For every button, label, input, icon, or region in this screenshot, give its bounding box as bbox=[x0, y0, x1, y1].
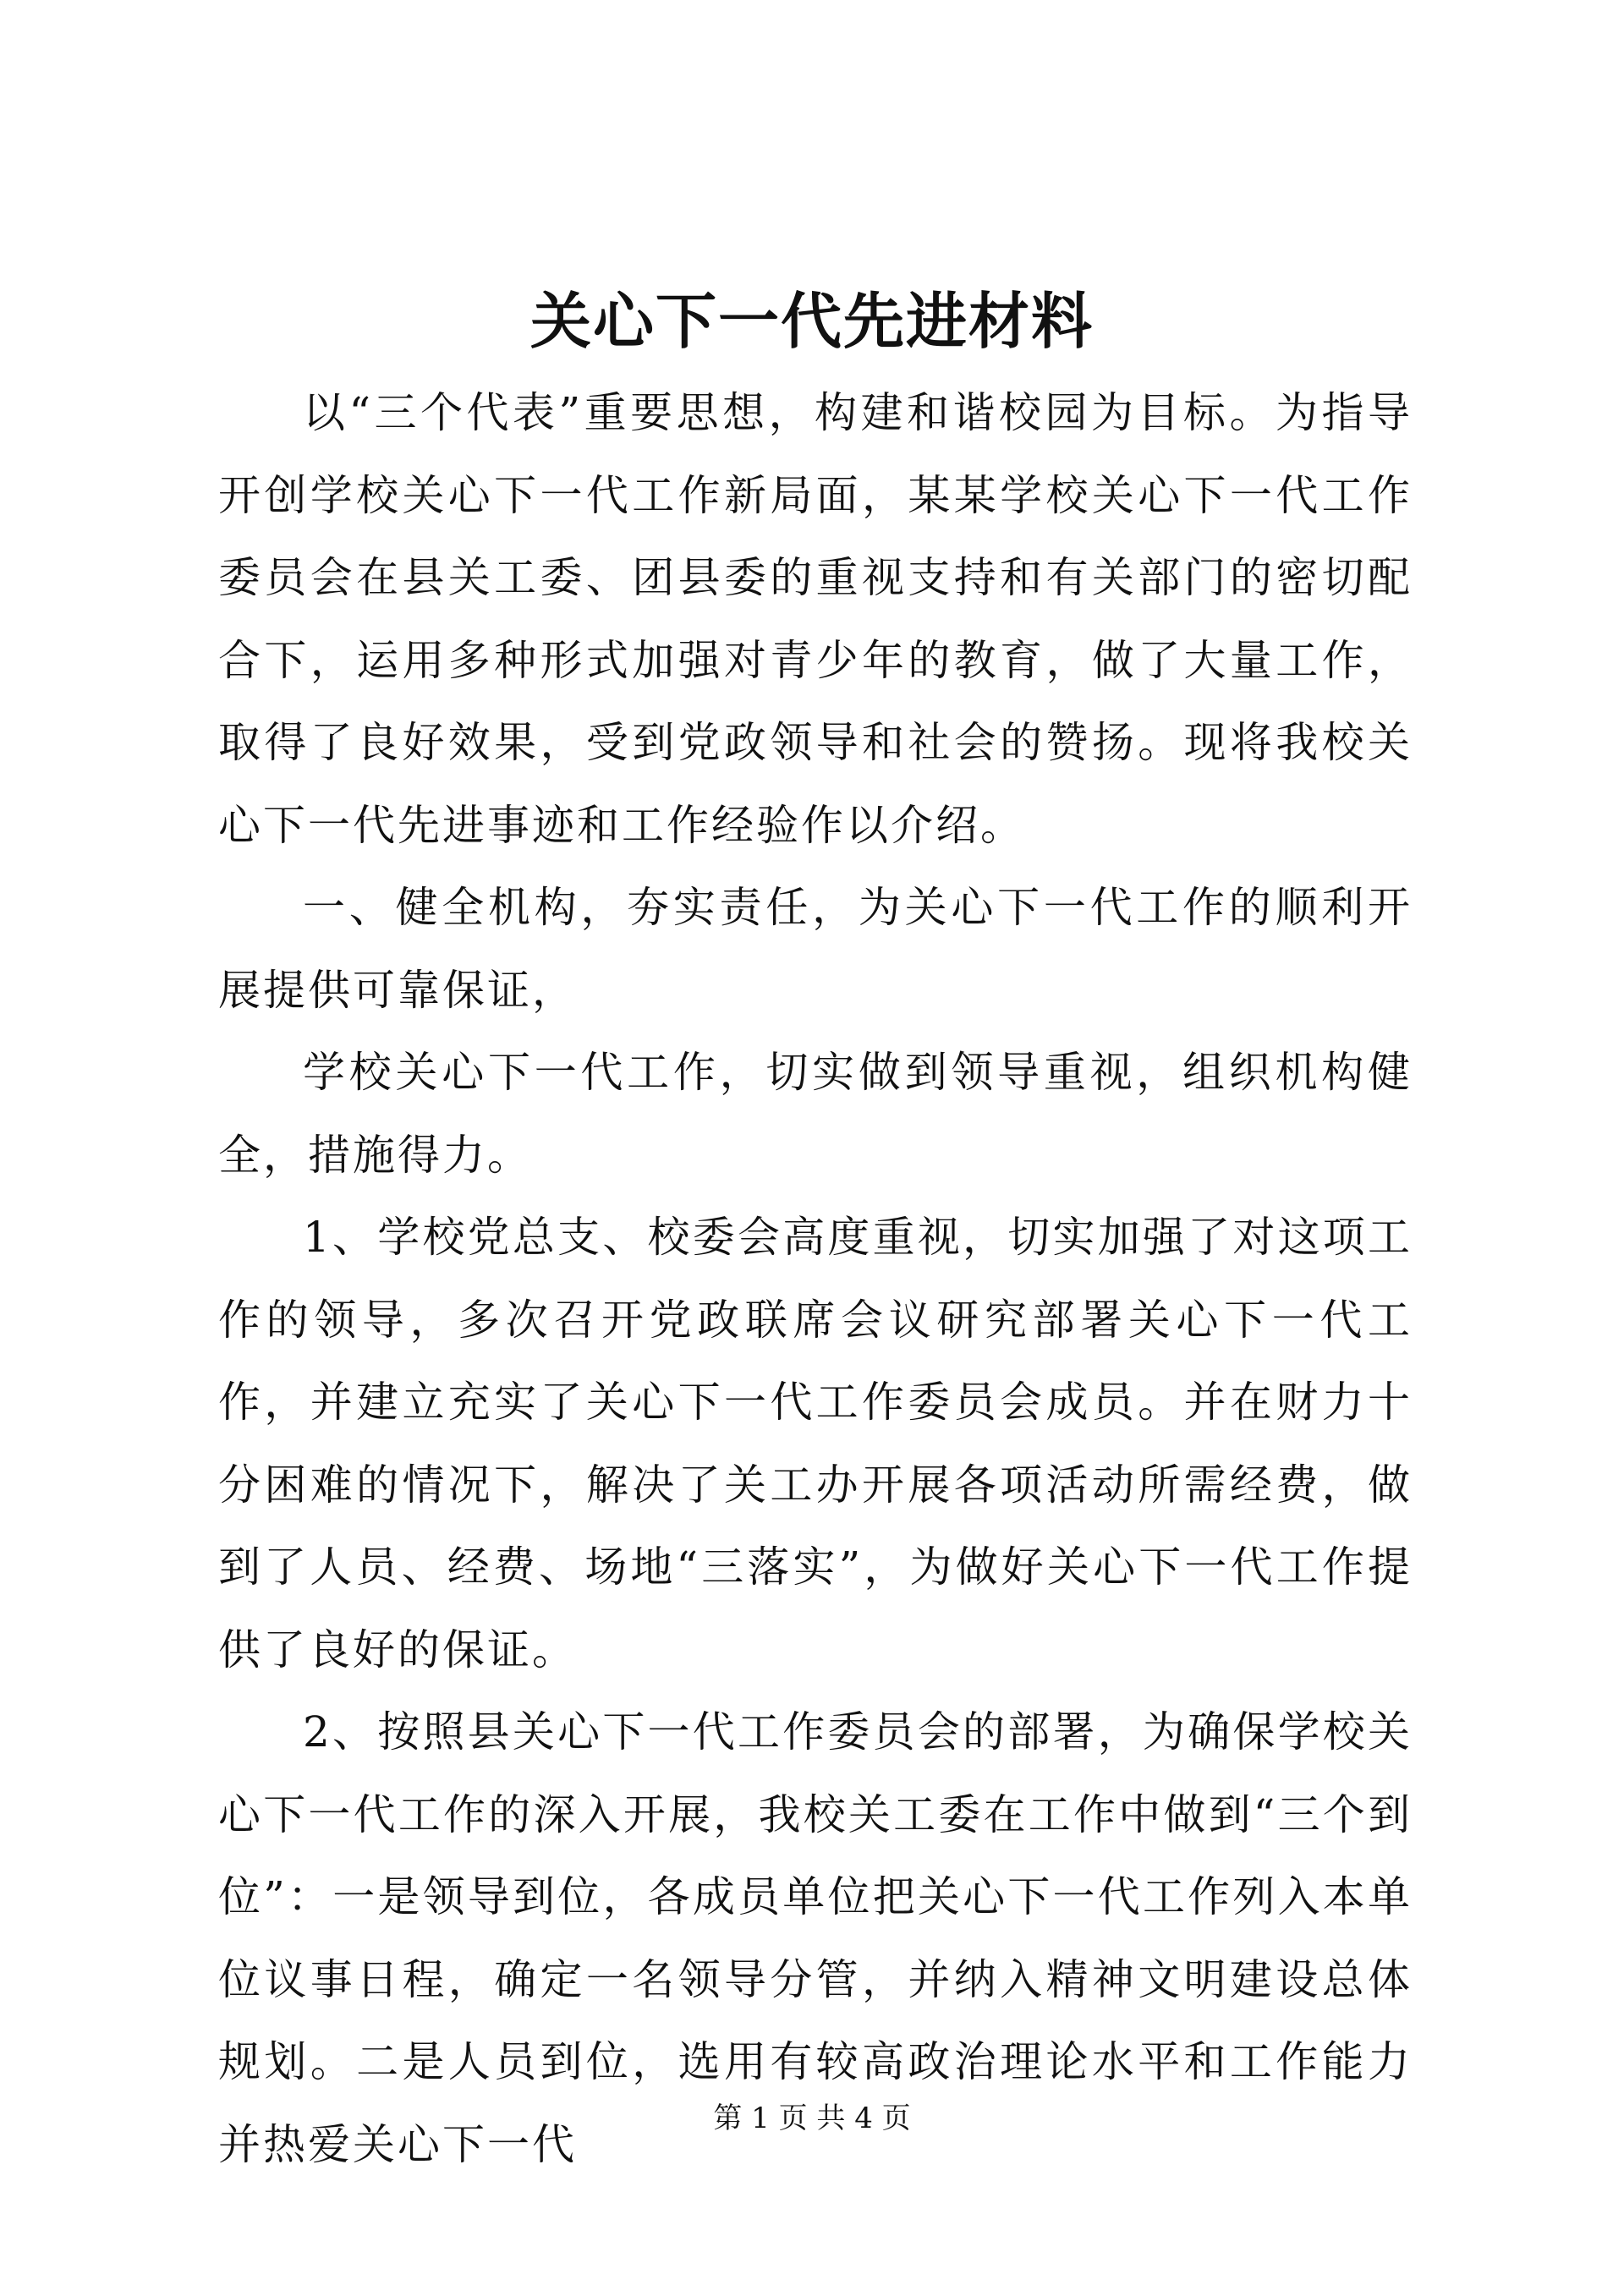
paragraph-section-1-summary: 学校关心下一代工作，切实做到领导重视，组织机构健全，措施得力。 bbox=[218, 1048, 1413, 1180]
paragraph-item-2: 2、按照县关心下一代工作委员会的部署，为确保学校关心下一代工作的深入开展，我校关工委在工作中做到“三个到位”：一是领导到位，各成员单位把关心下一代工作列入本单位议事日程，确定一名领导分管，并纳入精神文明建设总体规划。二是人员到位，选用有较高政治理论水平和工作能力并热爱关心下一代 bbox=[218, 1707, 1413, 2169]
paragraph-item-1: 1、学校党总支、校委会高度重视，切实加强了对这项工作的领导，多次召开党政联席会议研究部署关心下一代工作，并建立充实了关心下一代工作委员会成员。并在财力十分困难的情况下，解决了关工办开展各项活动所需经费，做到了人员、经费、场地“三落实”，为做好关心下一代工作提供了良好的保证。 bbox=[218, 1213, 1413, 1674]
document-title: 关心下一代先进材料 bbox=[529, 285, 1094, 357]
page-footer: 第 1 页 共 4 页 bbox=[713, 2101, 911, 2135]
paragraph-section-1-heading: 一、健全机构，夯实责任，为关心下一代工作的顺利开展提供可靠保证， bbox=[218, 883, 1413, 1015]
document-body bbox=[218, 372, 1413, 2186]
paragraph-intro: 以“三个代表”重要思想，构建和谐校园为目标。为指导开创学校关心下一代工作新局面，某某学校关心下一代工作委员会在县关工委、团县委的重视支持和有关部门的密切配合下，运用多种形式加强对青少年的教育，做了大量工作，取得了良好效果，受到党政领导和社会的赞扬。现将我校关心下一代先进事迹和工作经验作以介绍。 bbox=[218, 388, 1413, 850]
